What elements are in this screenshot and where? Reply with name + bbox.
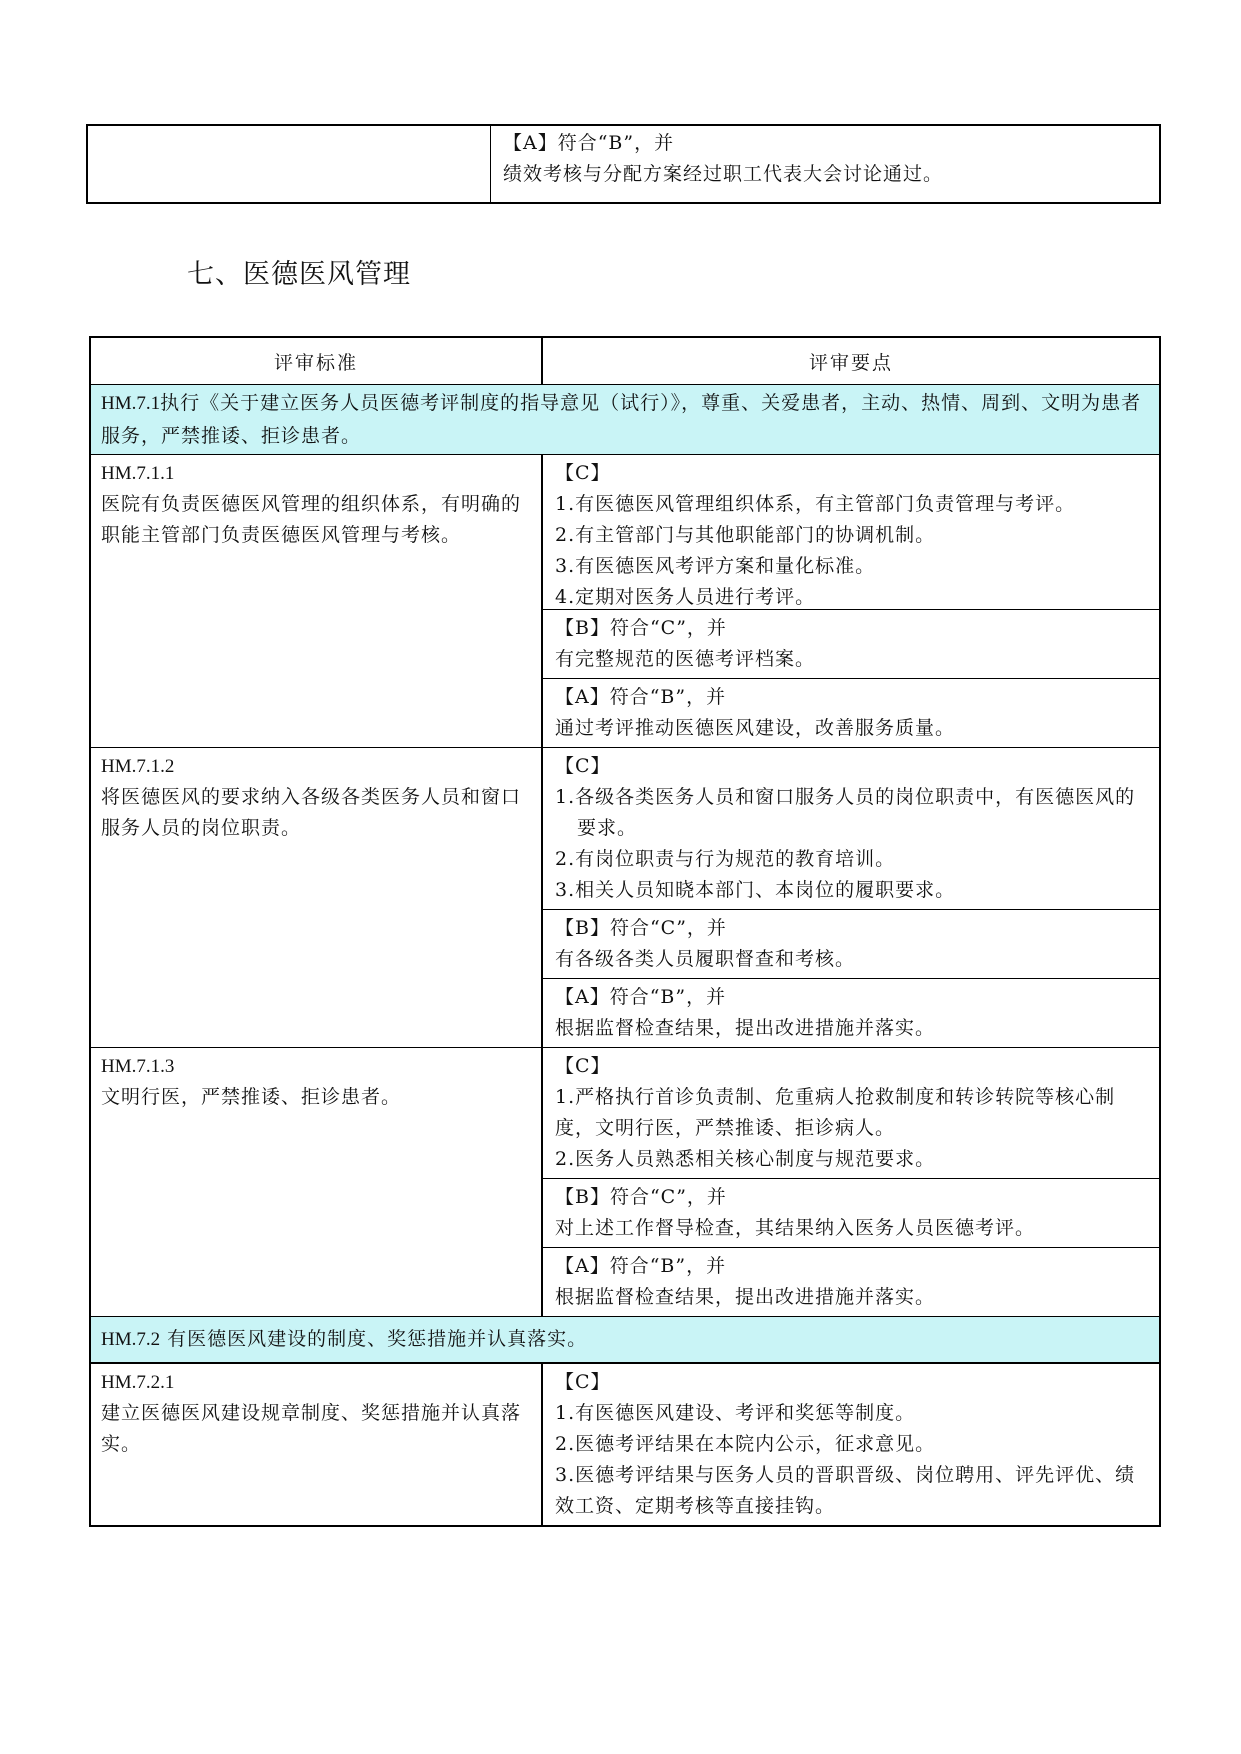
list-item: 1.有医德医风管理组织体系，有主管部门负责管理与考评。 [555, 493, 1076, 515]
continuation-right-cell [491, 126, 1159, 202]
grade-c-label: 【C】 [555, 755, 611, 777]
table-header-row [91, 338, 1159, 384]
grade-b-label: 【B】符合“C”，并 [555, 1186, 727, 1208]
list-item: 3.有医德医风考评方案和量化标准。 [555, 555, 876, 577]
table-row [91, 1047, 1159, 1316]
grade-b-label: 【B】符合“C”，并 [555, 917, 727, 939]
criterion-desc: 文明行医，严禁推诿、拒诊患者。 [101, 1086, 402, 1108]
grade-c-block [543, 1364, 1159, 1525]
criterion-code: HM.7.1.1 [101, 463, 175, 484]
list-item: 4.定期对医务人员进行考评。 [555, 586, 816, 608]
table-row [91, 1362, 1159, 1525]
standard-row [91, 384, 1159, 454]
grade-a-text: 根据监督检查结果，提出改进措施并落实。 [555, 1286, 936, 1308]
grade-a-block [543, 978, 1159, 1047]
grade-a-text: 通过考评推动医德医风建设，改善服务质量。 [555, 717, 956, 739]
grade-b-label: 【B】符合“C”，并 [555, 617, 727, 639]
criterion-code: HM.7.2.1 [101, 1372, 175, 1393]
list-item: 3.医德考评结果与医务人员的晋职晋级、岗位聘用、评先评优、绩效工资、定期考核等直接挂钩。 [555, 1464, 1136, 1517]
criterion-cell [91, 1048, 543, 1316]
standard-cell: HM.7.1执行《关于建立医务人员医德考评制度的指导意见（试行）》，尊重、关爱患者，主动、热情、周到、文明为患者服务，严禁推诿、拒诊患者。 [91, 385, 1159, 454]
criterion-cell [91, 1364, 543, 1525]
grade-c-block [543, 748, 1159, 909]
grade-b-block [543, 609, 1159, 678]
criterion-cell [91, 455, 543, 747]
list-item: 1.各级各类医务人员和窗口服务人员的岗位职责中，有医德医风的要求。 [555, 786, 1136, 839]
continuation-table [86, 124, 1161, 204]
list-item: 2.医德考评结果在本院内公示，征求意见。 [555, 1433, 936, 1455]
list-item: 2.医务人员熟悉相关核心制度与规范要求。 [555, 1148, 936, 1170]
grade-c-block [543, 1048, 1159, 1178]
grade-c-label: 【C】 [555, 462, 611, 484]
list-item: 1.严格执行首诊负责制、危重病人抢救制度和转诊转院等核心制度，文明行医，严禁推诿、拒诊病人。 [555, 1086, 1116, 1139]
header-key-points: 评审要点 [808, 351, 893, 374]
criterion-desc: 建立医德医风建设规章制度、奖惩措施并认真落实。 [101, 1402, 522, 1455]
grade-c-label: 【C】 [555, 1371, 611, 1393]
grade-c-block [543, 455, 1159, 609]
grade-a-label: 【A】符合“B”，并 [555, 686, 727, 708]
list-item: 1.有医德医风建设、考评和奖惩等制度。 [555, 1402, 916, 1424]
list-item: 3.相关人员知晓本部门、本岗位的履职要求。 [555, 879, 956, 901]
grade-b-text: 对上述工作督导检查，其结果纳入医务人员医德考评。 [555, 1217, 1036, 1239]
key-points-cell [543, 1364, 1159, 1525]
grade-a-label: 【A】符合“B”，并 [555, 1255, 727, 1277]
standard-cell: HM.7.2 有医德医风建设的制度、奖惩措施并认真落实。 [91, 1317, 1159, 1362]
table-row [91, 747, 1159, 1047]
grade-c-label: 【C】 [555, 1055, 611, 1077]
grade-a-block [543, 1247, 1159, 1316]
section-title: 七、医德医风管理 [187, 259, 411, 290]
list-item: 2.有主管部门与其他职能部门的协调机制。 [555, 524, 936, 546]
grade-b-block [543, 1178, 1159, 1247]
key-points-cell [543, 455, 1159, 747]
key-points-cell [543, 1048, 1159, 1316]
grade-a-block [543, 678, 1159, 747]
criterion-desc: 医院有负责医德医风管理的组织体系，有明确的职能主管部门负责医德医风管理与考核。 [101, 493, 522, 546]
continuation-left-cell [88, 126, 491, 202]
criterion-cell [91, 748, 543, 1047]
grade-a-text: 根据监督检查结果，提出改进措施并落实。 [555, 1017, 936, 1039]
grade-a-label: 【A】符合“B”，并 [555, 986, 727, 1008]
key-points-cell [543, 748, 1159, 1047]
header-standard: 评审标准 [91, 338, 543, 384]
criterion-desc: 将医德医风的要求纳入各级各类医务人员和窗口服务人员的岗位职责。 [101, 786, 522, 839]
grade-a-label: 【A】符合“B”，并 [503, 132, 675, 154]
list-item: 2.有岗位职责与行为规范的教育培训。 [555, 848, 896, 870]
standard-row [91, 1316, 1159, 1362]
review-table [89, 336, 1161, 1527]
grade-a-text: 绩效考核与分配方案经过职工代表大会讨论通过。 [503, 163, 944, 185]
grade-b-text: 有各级各类人员履职督查和考核。 [555, 948, 856, 970]
table-row [91, 454, 1159, 747]
grade-b-text: 有完整规范的医德考评档案。 [555, 648, 816, 670]
grade-b-block [543, 909, 1159, 978]
criterion-code: HM.7.1.2 [101, 756, 175, 777]
criterion-code: HM.7.1.3 [101, 1056, 175, 1077]
